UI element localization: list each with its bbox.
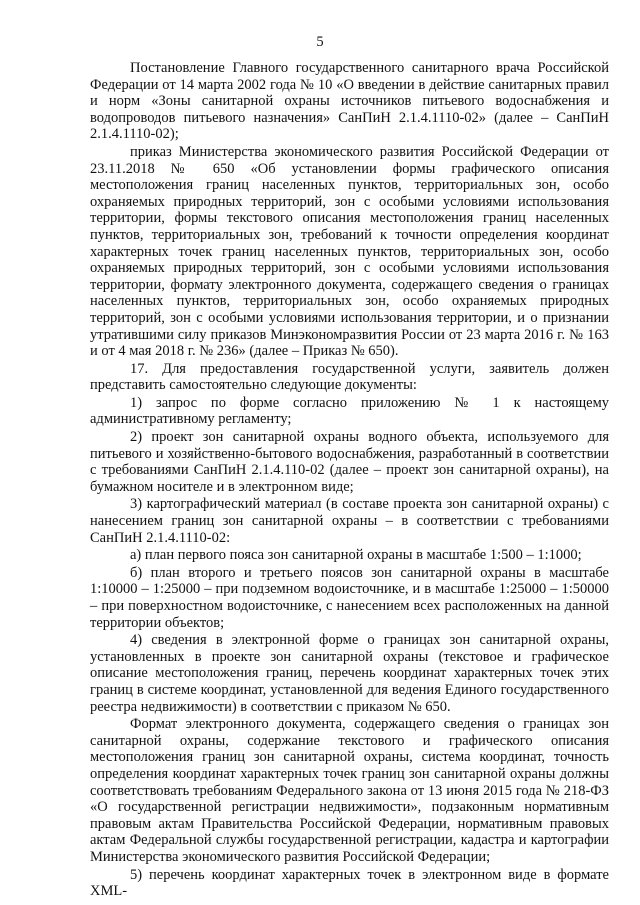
- paragraph-item-17: 17. Для предоставления государственной услуги, заявитель должен представить самостоятельно следующие документы:: [90, 360, 609, 394]
- list-item-4: 4) сведения в электронной форме о границах зон санитарной охраны, установленных в проекте зон санитарной охраны (текстовое и графическое описание местоположения границ, перечень координат характерных точек этих границ в системе координат, установленной для ведения Единого государственного реестра недвижимости) в соответствии с приказом № 650.: [90, 632, 609, 715]
- document-body: [90, 60, 609, 900]
- page-number: 5: [316, 34, 324, 50]
- list-item-5: 5) перечень координат характерных точек в электронном виде в формате XML-: [90, 866, 609, 900]
- paragraph-format-requirements: Формат электронного документа, содержащего сведения о границах зон санитарной охраны, содержание текстового и графического описания местоположения границ зон санитарной охраны, система координат, точность определения координат характерных точек границ зон санитарной охраны должны соответствовать требованиям Федерального закона от 13 июня 2015 года № 218-ФЗ «О государственной регистрации недвижимости», подзаконным нормативным правовым актам Правительства Российской Федерации, нормативным правовых актам Федеральной службы государственной регистрации, кадастра и картографии Министерства экономического развития Российской Федерации;: [90, 716, 609, 865]
- sub-item-a: а) план первого пояса зон санитарной охраны в масштабе 1:500 – 1:1000;: [130, 547, 582, 564]
- sub-item-b: б) план второго и третьего поясов зон санитарной охраны в масштабе 1:10000 – 1:25000 – при подземном водоисточнике, и в масштабе 1:25000 – 1:50000 – при поверхностном водоисточнике, с нанесением всех расположенных на данной территории объектов;: [90, 564, 609, 631]
- list-item-1: 1) запрос по форме согласно приложению № 1 к настоящему административному регламенту;: [90, 394, 609, 428]
- list-item-3: 3) картографический материал (в составе проекта зон санитарной охраны) с нанесением границ зон санитарной охраны – в соответствии с требованиями СанПиН 2.1.4.1110-02:: [90, 496, 609, 546]
- paragraph-sanpin-resolution: Постановление Главного государственного санитарного врача Российской Федерации от 14 марта 2002 года № 10 «О введении в действие санитарных правил и норм «Зоны санитарной охраны источников питьевого водоснабжения и водопроводов питьевого назначения» СанПиН 2.1.4.1110-02» (далее – СанПиН 2.1.4.1110-02);: [90, 60, 609, 143]
- paragraph-order-650: приказ Министерства экономического развития Российской Федерации от 23.11.2018 № 650 «Об установлении формы графического описания местоположения границ населенных пунктов, территориальных зон, особо охраняемых природных территорий, зон с особыми условиями использования территории, формы текстового описания местоположения границ населенных пунктов, территориальных зон, требований к точности определения координат характерных точек границ населенных пунктов, территориальных зон, особо охраняемых природных территорий, зон с особыми условиями использования территории, формату электронного документа, содержащего сведения о границах населенных пунктов, территориальных зон, особо охраняемых природных территорий, зон с особыми условиями использования территории, и о признании утратившими силу приказов Минэкономразвития России от 23 марта 2016 г. № 163 и от 4 мая 2018 г. № 236» (далее – Приказ № 650).: [90, 143, 609, 360]
- list-item-2: 2) проект зон санитарной охраны водного объекта, используемого для питьевого и хозяйственно-бытового водоснабжения, разработанный в соответствии с требованиями СанПиН 2.1.4.110-02 (далее – проект зон санитарной охраны), на бумажном носителе и в электронном виде;: [90, 429, 609, 495]
